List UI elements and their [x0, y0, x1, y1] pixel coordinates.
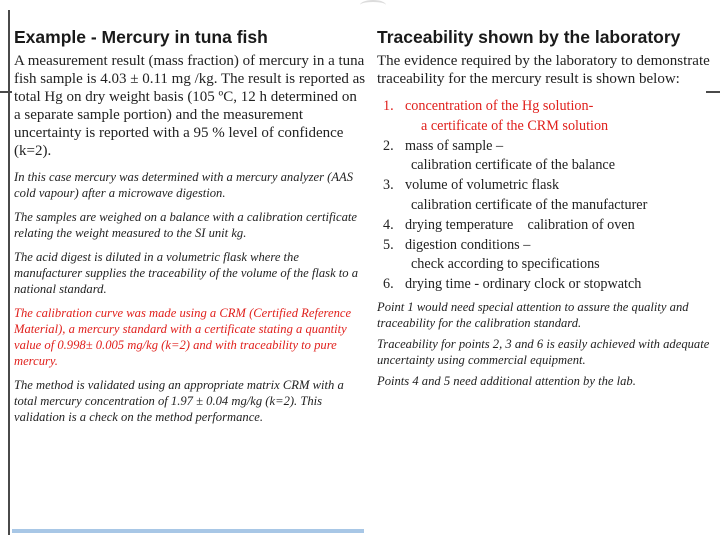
note-volumetric-flask: The acid digest is diluted in a volumetric flask where the manufacturer supplies the traceability of the volume of the flask to a national standard.: [14, 250, 359, 296]
list-item: [377, 97, 713, 137]
list-item-subtext: check according to specifications: [411, 256, 600, 273]
note-method-validation: The method is validated using an appropriate matrix CRM with a total mercury concentration of 1.97 ± 0.04 mg/kg (k=2). This validation is a check on the method performance.: [14, 378, 344, 424]
bottom-accent-bar: [12, 529, 364, 533]
list-item-text: drying time - ordinary clock or stopwatch: [405, 276, 642, 293]
list-item-number: 1.: [383, 98, 394, 114]
list-item-text: drying temperature calibration of oven: [405, 216, 635, 233]
traceability-list: [377, 97, 713, 295]
list-item-subtext: calibration certificate of the manufacturer: [411, 196, 648, 213]
list-item: [377, 275, 713, 295]
right-column: [377, 24, 713, 393]
list-item-number: 5.: [383, 236, 394, 253]
list-item: [377, 176, 713, 216]
left-column: [14, 24, 366, 433]
note-balance: The samples are weighed on a balance with a calibration certificate relating the weight measured to the SI unit kg.: [14, 210, 358, 240]
list-item-text: digestion conditions –: [405, 236, 531, 253]
note-points-2-3-6: Traceability for points 2, 3 and 6 is easily achieved with adequate uncertainty using commercial equipment.: [377, 336, 710, 368]
list-item-number: 6.: [383, 276, 394, 293]
list-item-text: mass of sample –: [405, 137, 504, 154]
top-logo-mark: [360, 0, 386, 10]
list-item-text: volume of volumetric flask: [405, 177, 560, 194]
right-title: Traceability shown by the laboratory: [377, 27, 681, 47]
list-item-subtext: calibration certificate of the balance: [411, 157, 616, 174]
list-item-number: 3.: [383, 177, 394, 194]
measurement-result-text: A measurement result (mass fraction) of mercury in a tuna fish sample is 4.03 ± 0.11 mg /kg. The result is reported as total Hg on dry weight basis (105 ºC, 12 h determined on a separate sample portion) and the measurement uncertainty is reported with a 95 % level of confidence (k=2).: [14, 53, 366, 159]
list-item-number: 4.: [383, 216, 394, 233]
list-item: [377, 137, 713, 177]
left-title: Example - Mercury in tuna fish: [14, 27, 268, 47]
traceability-intro-text: The evidence required by the laboratory to demonstrate traceability for the mercury result is shown below:: [377, 53, 710, 87]
note-points-4-5: Points 4 and 5 need additional attention by the lab.: [377, 373, 636, 388]
list-item-number: 2.: [383, 137, 394, 154]
note-analyzer: In this case mercury was determined with a mercury analyzer (AAS cold vapour) after a microwave digestion.: [14, 170, 354, 200]
list-item-subtext: a certificate of the CRM solution: [421, 117, 609, 134]
note-calibration-curve: The calibration curve was made using a CRM (Certified Reference Material), a mercury standard with a certificate stating a quantity value of 0.998± 0.005 mg/kg (k=2) and with traceability to pure mercury.: [14, 306, 352, 368]
list-item: [377, 216, 713, 236]
left-horizontal-rule: [0, 91, 12, 93]
left-vertical-rule: [8, 10, 10, 535]
list-item: [377, 236, 713, 276]
note-point-1: Point 1 would need special attention to assure the quality and traceability for the calibration standard.: [377, 299, 689, 331]
list-item-text: concentration of the Hg solution-: [405, 98, 594, 114]
